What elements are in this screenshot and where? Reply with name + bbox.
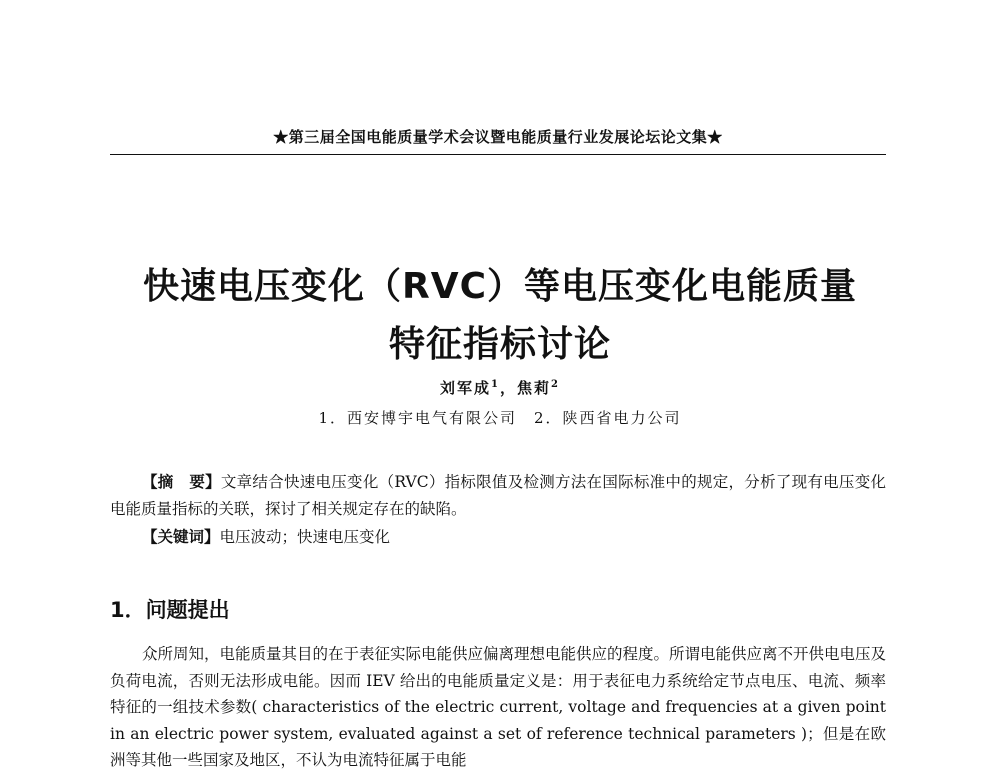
author-name: 刘军成 [440,379,492,397]
running-header: ★第三届全国电能质量学术会议暨电能质量行业发展论坛论文集★ [273,128,723,146]
author-separator: ， [499,379,517,397]
header-rule [110,154,886,155]
keywords-text: 电压波动；快速电压变化 [219,528,391,546]
keywords-label: 【关键词】 [142,527,220,546]
author-line [0,377,1000,398]
abstract-label: 【摘 要】 [142,472,221,491]
paragraph-text: 众所周知，电能质量其目的在于表征实际电能供应偏离理想电能供应的程度。所谓电能供应离不开供电电压及负荷电流，否则无法形成电能。因而 IEV 给出的电能质量定义是：用于表征电力系统给定节点电压、电流、频率特征的一组技术参数( characteristics of the electric current, voltage and frequencies at a given point in an electric power system, evaluated against a set of reference technical parameters )；但是在欧洲等其他一些国家及地区，不认为电流特征属于电能 [110,645,886,769]
body-paragraph [110,641,886,776]
paper-title-line-1: 快速电压变化（RVC）等电压变化电能质量 [142,266,857,307]
section-heading: 1．问题提出 [110,598,230,622]
author-affiliation-mark: 2 [551,379,560,390]
author-name: 焦莉 [517,379,552,397]
paper-title-line-2: 特征指标讨论 [388,324,611,365]
affiliations: 1．西安博宇电气有限公司 2．陕西省电力公司 [318,409,682,427]
abstract [110,468,886,523]
author-affiliation-mark: 1 [491,379,500,390]
abstract-text: 文章结合快速电压变化（RVC）指标限值及检测方法在国际标准中的规定，分析了现有电压变化电能质量指标的关联，探讨了相关规定存在的缺陷。 [110,473,886,518]
keywords [110,523,886,551]
